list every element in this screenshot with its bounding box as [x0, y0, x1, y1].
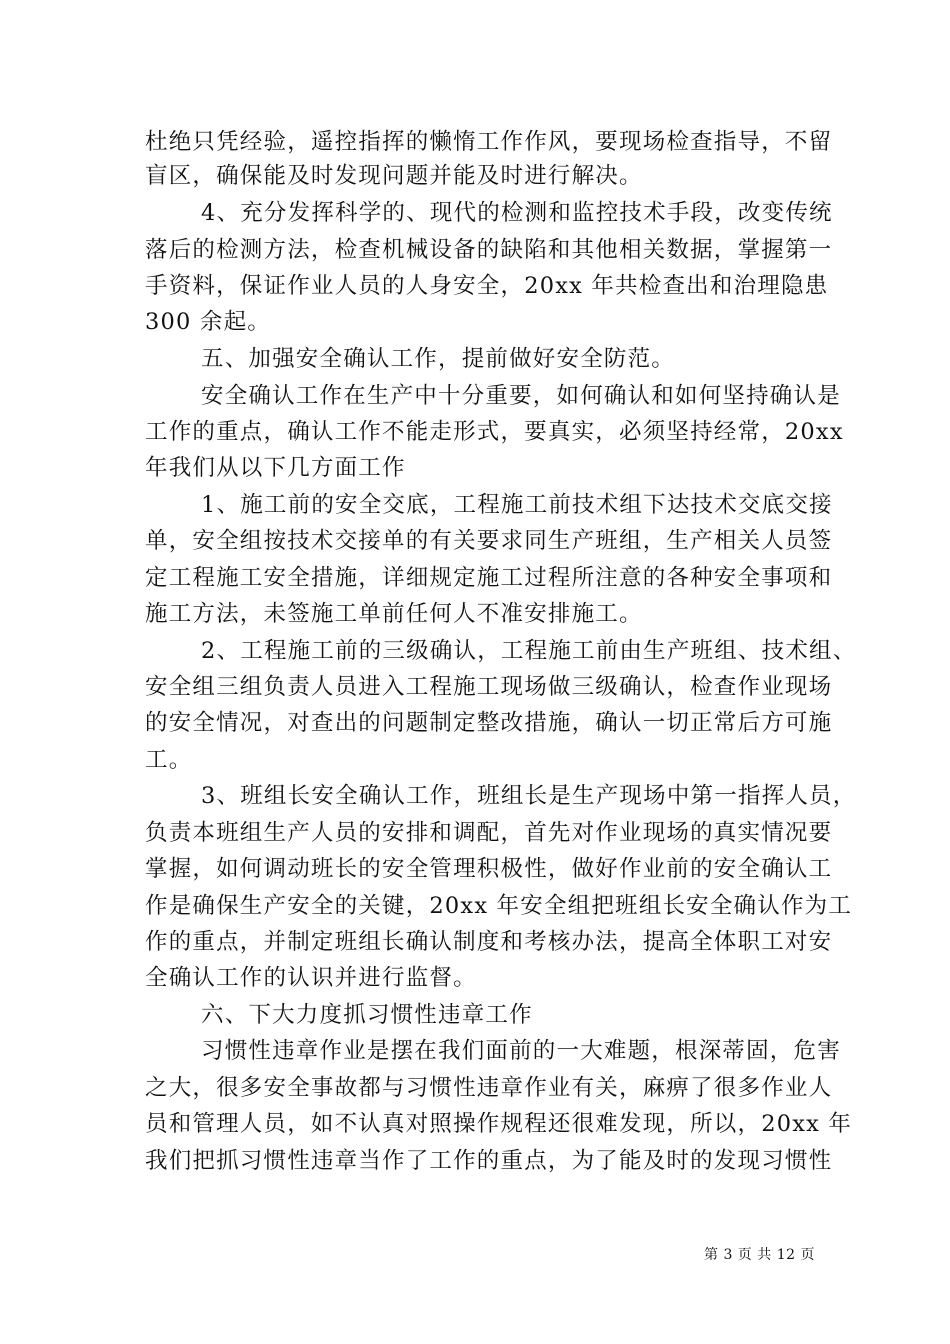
text-line: 施工方法，未签施工单前任何人不准安排施工。 [145, 601, 643, 627]
text-line: 员和管理人员，如不认真对照操作规程还很难发现，所以，20xx 年 [145, 1111, 853, 1137]
text-line: 落后的检测方法，检查机械设备的缺陷和其他相关数据，掌握第一 [145, 237, 833, 263]
text-line: 之大，很多安全事故都与习惯性违章作业有关，麻痹了很多作业人 [145, 1075, 833, 1101]
text-line: 的安全情况，对查出的问题制定整改措施，确认一切正常后方可施 [145, 710, 833, 736]
text-line: 作是确保生产安全的关键，20xx 年安全组把班组长安全确认作为工 [145, 893, 853, 919]
text-line: 负责本班组生产人员的安排和调配，首先对作业现场的真实情况要 [145, 820, 833, 846]
text-line: 我们把抓习惯性违章当作了工作的重点，为了能及时的发现习惯性 [145, 1148, 833, 1174]
section-heading: 六、下大力度抓习惯性违章工作 [201, 1002, 533, 1028]
text-line: 2、工程施工前的三级确认，工程施工前由生产班组、技术组、 [201, 638, 857, 664]
text-line: 年我们从以下几方面工作 [145, 455, 406, 481]
text-line: 全确认工作的认识并进行监督。 [145, 965, 477, 991]
section-heading: 五、加强安全确认工作，提前做好安全防范。 [201, 346, 676, 372]
text-line: 习惯性违章作业是摆在我们面前的一大难题，根深蒂固，危害 [201, 1038, 841, 1064]
text-line: 作的重点，并制定班组长确认制度和考核办法，提高全体职工对安 [145, 929, 833, 955]
text-line: 3、班组长安全确认工作，班组长是生产现场中第一指挥人员， [201, 783, 857, 809]
text-line: 盲区，确保能及时发现问题并能及时进行解决。 [145, 163, 643, 189]
text-line: 掌握，如何调动班长的安全管理积极性，做好作业前的安全确认工 [145, 856, 833, 882]
page-number: 第 3 页 共 12 页 [704, 1247, 815, 1263]
text-line: 定工程施工安全措施，详细规定施工过程所注意的各种安全事项和 [145, 565, 833, 591]
text-line: 1、施工前的安全交底，工程施工前技术组下达技术交底交接 [201, 492, 833, 518]
text-line: 安全确认工作在生产中十分重要，如何确认和如何坚持确认是 [201, 383, 841, 409]
text-line: 300 余起。 [145, 309, 271, 335]
text-line: 工。 [145, 747, 193, 773]
text-line: 手资料，保证作业人员的人身安全，20xx 年共检查出和治理隐患 [145, 273, 829, 299]
text-line: 4、充分发挥科学的、现代的检测和监控技术手段，改变传统 [201, 200, 833, 226]
text-line: 工作的重点，确认工作不能走形式，要真实，必须坚持经常，20xx [145, 419, 844, 445]
text-line: 单，安全组按技术交接单的有关要求同生产班组，生产相关人员签 [145, 528, 833, 554]
text-line: 杜绝只凭经验，遥控指挥的懒惰工作作风，要现场检查指导，不留 [145, 129, 833, 155]
text-line: 安全组三组负责人员进入工程施工现场做三级确认，检查作业现场 [145, 674, 833, 700]
